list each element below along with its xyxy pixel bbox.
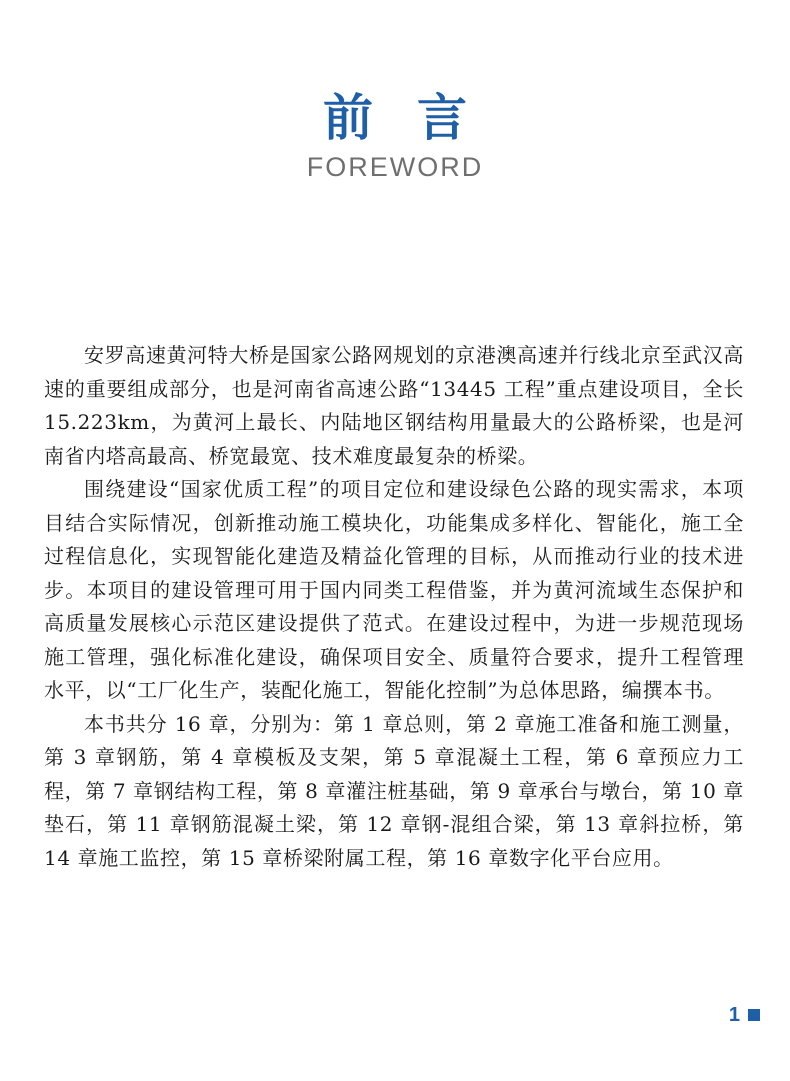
title-block (0, 88, 790, 184)
page-subtitle: FOREWORD (306, 152, 484, 182)
page-number (729, 1004, 760, 1026)
page-title: 前言 (323, 88, 511, 147)
square-marker-icon (748, 1009, 760, 1021)
paragraph-1: 安罗高速黄河特大桥是国家公路网规划的京港澳高速并行线北京至武汉高速的重要组成部分，也是河南省高速公路“13445 工程”重点建设项目，全长 15.223km，为黄河上最长、内陆地区钢结构用量最大的公路桥梁，也是河南省内塔高最高、桥宽最宽、技术难度最复杂的桥梁。 (44, 343, 744, 468)
paragraph-2: 围绕建设“国家优质工程”的项目定位和建设绿色公路的现实需求，本项目结合实际情况，创新推动施工模块化，功能集成多样化、智能化，施工全过程信息化，实现智能化建造及精益化管理的目标，从而推动行业的技术进步。本项目的建设管理可用于国内同类工程借鉴，并为黄河流域生态保护和高质量发展核心示范区建设提供了范式。在建设过程中，为进一步规范现场施工管理，强化标准化建设，确保项目安全、质量符合要求，提升工程管理水平，以“工厂化生产，装配化施工，智能化控制”为总体思路，编撰本书。 (44, 477, 744, 702)
foreword-body (44, 339, 744, 875)
page-number-text: 1 (728, 1004, 740, 1026)
paragraph-3: 本书共分 16 章，分别为：第 1 章总则，第 2 章施工准备和施工测量，第 3 章钢筋，第 4 章模板及支架，第 5 章混凝土工程，第 6 章预应力工程，第 7 章钢结构工程，第 8 章灌注桩基础，第 9 章承台与墩台，第 10 章垫石，第 11 章钢筋混凝土梁，第 12 章钢-混组合梁，第 13 章斜拉桥，第 14 章施工监控，第 15 章桥梁附属工程，第 16 章数字化平台应用。 (44, 711, 744, 870)
